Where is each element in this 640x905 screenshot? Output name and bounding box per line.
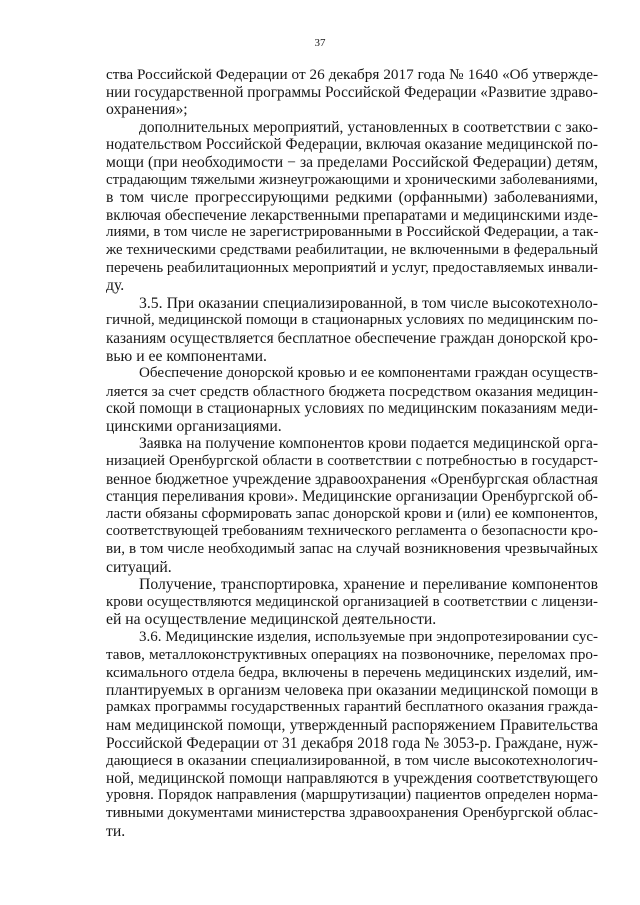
text-line: ной, медицинской помощи направляются в учреждения соответствующего (106, 769, 598, 787)
text-line: цинскими организациями. (106, 417, 282, 435)
text-line: тавов, металлоконструктивных операциях на позвоночнике, переломах про- (106, 646, 598, 663)
text-line: казаниям осуществляется бесплатное обеспечение граждан донорской кро- (106, 329, 598, 347)
text-line: ской помощи в стационарных условиях по медицинским показаниям меди- (106, 400, 598, 418)
text-line: в том числе прогрессирующими редкими (орфанными) заболеваниями, (106, 189, 598, 207)
text-line: дающиеся в оказании специализированной, в том числе высокотехнологич- (106, 752, 598, 770)
text-line: ти. (106, 822, 126, 840)
text-line: соответствующей требованиям технического регламента о безопасности кро- (106, 523, 598, 540)
text-line: 3.5. При оказании специализированной, в том числе высокотехноло- (139, 294, 598, 312)
text-line: 3.6. Медицинские изделия, используемые при эндопротезировании сус- (139, 629, 598, 645)
text-line: Получение, транспортировка, хранение и переливание компонентов (139, 576, 598, 594)
text-line: ей на осуществление медицинской деятельности. (106, 611, 437, 629)
text-line: нии государственной программы Российской Федерации «Развитие здраво- (106, 83, 598, 101)
text-line: венное бюджетное учреждение здравоохранения «Оренбургская областная (106, 470, 598, 488)
text-line: рамках программы государственных гарантий бесплатного оказания гражда- (106, 699, 598, 716)
text-line: ляется за счет средств областного бюджета посредством оказания медицин- (106, 382, 598, 400)
text-line: гичной, медицинской помощи в стационарных условиях по медицинским по- (106, 312, 598, 329)
text-line: же техническими средствами реабилитации, не включенными в федеральный (106, 241, 598, 258)
text-line: Российской Федерации от 31 декабря 2018 года № 3053-р. Граждане, нуж- (106, 734, 598, 752)
text-line: лиями, в том числе не зарегистрированными в Российской Федерации, а так- (106, 224, 598, 241)
text-line: ситуаций. (106, 558, 172, 576)
text-line: станция переливания крови». Медицинские организации Оренбургской об- (106, 488, 598, 506)
text-line: дополнительных мероприятий, установленных в соответствии с зако- (139, 118, 598, 136)
text-line: мощи (при необходимости − за пределами Российской Федерации) детям, (106, 153, 598, 171)
text-line: ства Российской Федерации от 26 декабря 2017 года № 1640 «Об утвержде- (106, 66, 598, 83)
text-line: перечень реабилитационных мероприятий и услуг, предоставляемых инвали- (106, 259, 598, 276)
text-line: вью и ее компонентами. (106, 347, 267, 365)
text-line: Заявка на получение компонентов крови подается медицинской орга- (139, 435, 598, 453)
text-line: тивными документами министерства здравоохранения Оренбургской облас- (106, 804, 598, 821)
text-line: ду. (106, 277, 125, 295)
text-line: низацией Оренбургской области в соответствии с потребностью в государст- (106, 453, 598, 470)
text-line: ви, в том числе необходимый запас на случай возникновения чрезвычайных (106, 541, 598, 558)
text-line: плантируемых в организм человека при оказании медицинской помощи в (106, 681, 598, 699)
text-line: ласти обязаны сформировать запас донорской крови и (или) ее компонентов, (106, 505, 598, 522)
page-number: 37 (314, 37, 326, 49)
text-line: крови осуществляются медицинской организацией в соответствии с лицензи- (106, 593, 598, 610)
text-line: включая обеспечение лекарственными препаратами и медицинскими изде- (106, 206, 598, 224)
text-line: ксимального отдела бедра, включены в перечень медицинских изделий, им- (106, 664, 598, 682)
text-line: страдающим тяжелыми жизнеугрожающими и хроническими заболеваниями, (106, 171, 598, 188)
text-line: уровня. Порядок направления (маршрутизации) пациентов определен норма- (106, 787, 598, 804)
text-line: Обеспечение донорской кровью и ее компонентами граждан осуществ- (139, 365, 598, 382)
text-line: нодательством Российской Федерации, включая оказание медицинской по- (106, 136, 598, 154)
text-line: нам медицинской помощи, утвержденный распоряжением Правительства (106, 716, 598, 734)
body-text (106, 66, 598, 840)
text-line: охранения»; (106, 101, 188, 119)
